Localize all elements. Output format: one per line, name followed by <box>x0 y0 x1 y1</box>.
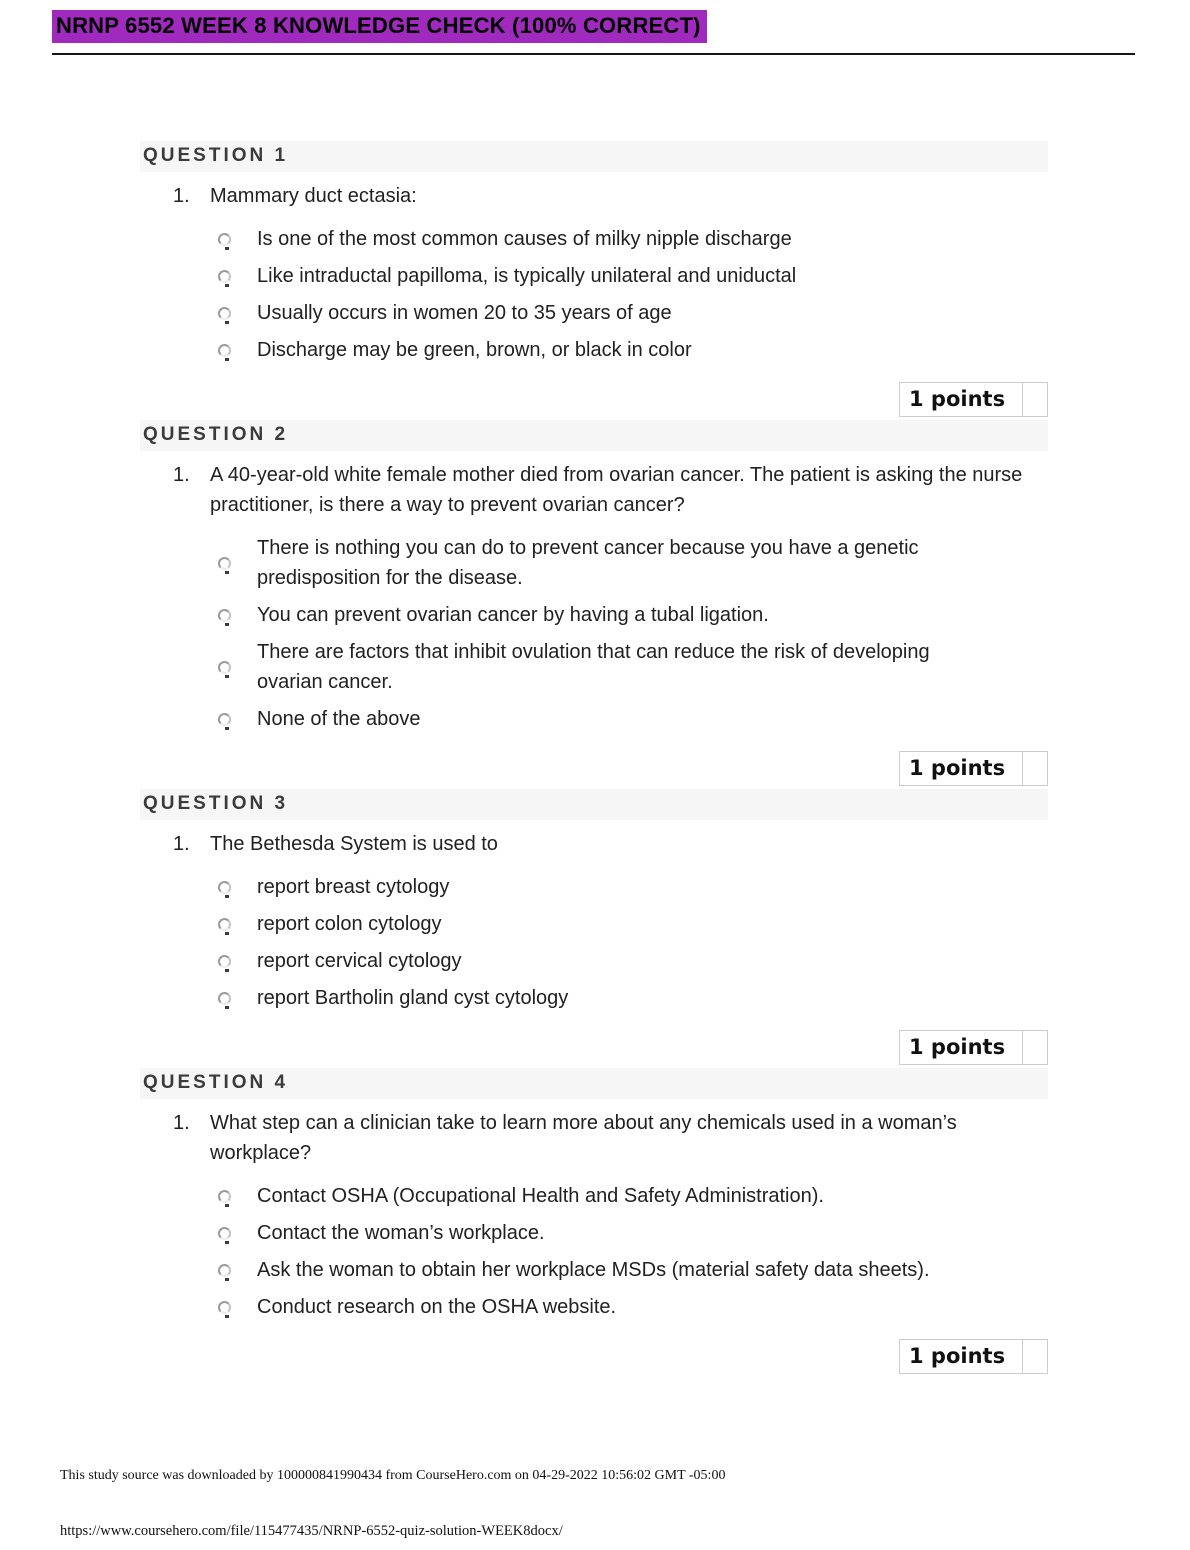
question-1-options <box>140 224 1048 365</box>
question-3-stem <box>173 829 1048 859</box>
question-4-header: QUESTION 4 <box>140 1068 1048 1099</box>
option-label: You can prevent ovarian cancer by having a tubal ligation. <box>257 604 769 626</box>
radio-button-icon[interactable] <box>218 557 231 570</box>
footer-url: https://www.coursehero.com/file/115477435/NRNP-6552-quiz-solution-WEEK8docx/ <box>60 1523 563 1539</box>
radio-button-icon[interactable] <box>218 307 231 320</box>
question-2-stem <box>173 460 1048 520</box>
question-1-text: Mammary duct ectasia: <box>210 185 417 207</box>
option-label: report Bartholin gland cyst cytology <box>257 987 569 1009</box>
option-row <box>218 704 1048 734</box>
points-row <box>140 1030 1048 1065</box>
points-badge: 1 points <box>899 1339 1023 1374</box>
question-3-list-number: 1. <box>173 833 190 855</box>
option-row <box>218 335 1048 365</box>
question-3-header: QUESTION 3 <box>140 789 1048 820</box>
question-1-header: QUESTION 1 <box>140 141 1048 172</box>
question-2-header: QUESTION 2 <box>140 420 1048 451</box>
question-3-options <box>140 872 1048 1013</box>
radio-button-icon[interactable] <box>218 955 231 968</box>
question-4-stem <box>173 1108 1048 1168</box>
question-block-3 <box>140 789 1048 1065</box>
radio-button-icon[interactable] <box>218 918 231 931</box>
points-row <box>140 1339 1048 1374</box>
option-row <box>218 298 1048 328</box>
option-label: Discharge may be green, brown, or black in color <box>257 339 692 361</box>
option-label: Like intraductal papilloma, is typically unilateral and uniductal <box>257 265 797 287</box>
page-title: NRNP 6552 WEEK 8 KNOWLEDGE CHECK (100% CORRECT) <box>52 10 707 43</box>
question-1-list-number: 1. <box>173 185 190 207</box>
option-row <box>218 1255 1048 1285</box>
points-value-box <box>1023 382 1048 417</box>
points-value-box <box>1023 751 1048 786</box>
option-label: Is one of the most common causes of milky nipple discharge <box>257 228 792 250</box>
question-3-text: The Bethesda System is used to <box>210 833 498 855</box>
option-label: Contact OSHA (Occupational Health and Safety Administration). <box>257 1185 824 1207</box>
radio-button-icon[interactable] <box>218 661 231 674</box>
radio-button-icon[interactable] <box>218 1301 231 1314</box>
radio-button-icon[interactable] <box>218 992 231 1005</box>
question-block-4 <box>140 1068 1048 1374</box>
option-row <box>218 909 1048 939</box>
option-row <box>218 637 1048 697</box>
option-label: Contact the woman’s workplace. <box>257 1222 545 1244</box>
option-row <box>218 1181 1048 1211</box>
points-badge: 1 points <box>899 382 1023 417</box>
radio-button-icon[interactable] <box>218 1264 231 1277</box>
question-2-options <box>140 533 1048 734</box>
option-row <box>218 533 1048 593</box>
option-row <box>218 261 1048 291</box>
option-row <box>218 600 1048 630</box>
option-label: Ask the woman to obtain her workplace MSDs (material safety data sheets). <box>257 1259 930 1281</box>
option-label: report cervical cytology <box>257 950 462 972</box>
option-row <box>218 224 1048 254</box>
option-row <box>218 946 1048 976</box>
question-1-stem <box>173 181 1048 211</box>
option-row <box>218 872 1048 902</box>
points-value-box <box>1023 1030 1048 1065</box>
option-row <box>218 1292 1048 1322</box>
question-block-2 <box>140 420 1048 786</box>
points-row <box>140 382 1048 417</box>
question-4-list-number: 1. <box>173 1112 190 1134</box>
radio-button-icon[interactable] <box>218 233 231 246</box>
question-4-text: What step can a clinician take to learn more about any chemicals used in a woman’s workplace? <box>210 1112 957 1164</box>
radio-button-icon[interactable] <box>218 881 231 894</box>
radio-button-icon[interactable] <box>218 1227 231 1240</box>
option-label: None of the above <box>257 708 421 730</box>
radio-button-icon[interactable] <box>218 344 231 357</box>
quiz-content <box>140 141 1048 1374</box>
question-2-list-number: 1. <box>173 464 190 486</box>
option-label: report breast cytology <box>257 876 450 898</box>
option-label: Usually occurs in women 20 to 35 years of age <box>257 302 672 324</box>
radio-button-icon[interactable] <box>218 1190 231 1203</box>
option-label: report colon cytology <box>257 913 442 935</box>
option-label: There are factors that inhibit ovulation that can reduce the risk of developing ovarian cancer. <box>257 641 930 693</box>
option-row <box>218 983 1048 1013</box>
points-badge: 1 points <box>899 751 1023 786</box>
radio-button-icon[interactable] <box>218 270 231 283</box>
points-row <box>140 751 1048 786</box>
question-block-1 <box>140 141 1048 417</box>
points-value-box <box>1023 1339 1048 1374</box>
radio-button-icon[interactable] <box>218 713 231 726</box>
option-label: Conduct research on the OSHA website. <box>257 1296 617 1318</box>
title-divider <box>52 53 1135 55</box>
question-2-text: A 40-year-old white female mother died from ovarian cancer. The patient is asking the nurse practitioner, is there a way to prevent ovarian cancer? <box>210 464 1023 516</box>
radio-button-icon[interactable] <box>218 609 231 622</box>
option-row <box>218 1218 1048 1248</box>
question-4-options <box>140 1181 1048 1322</box>
document-header <box>52 10 1190 43</box>
option-label: There is nothing you can do to prevent cancer because you have a genetic predisposition for the disease. <box>257 537 919 589</box>
footer-download-info: This study source was downloaded by 100000841990434 from CourseHero.com on 04-29-2022 10:56:02 GMT -05:00 <box>60 1468 726 1483</box>
points-badge: 1 points <box>899 1030 1023 1065</box>
